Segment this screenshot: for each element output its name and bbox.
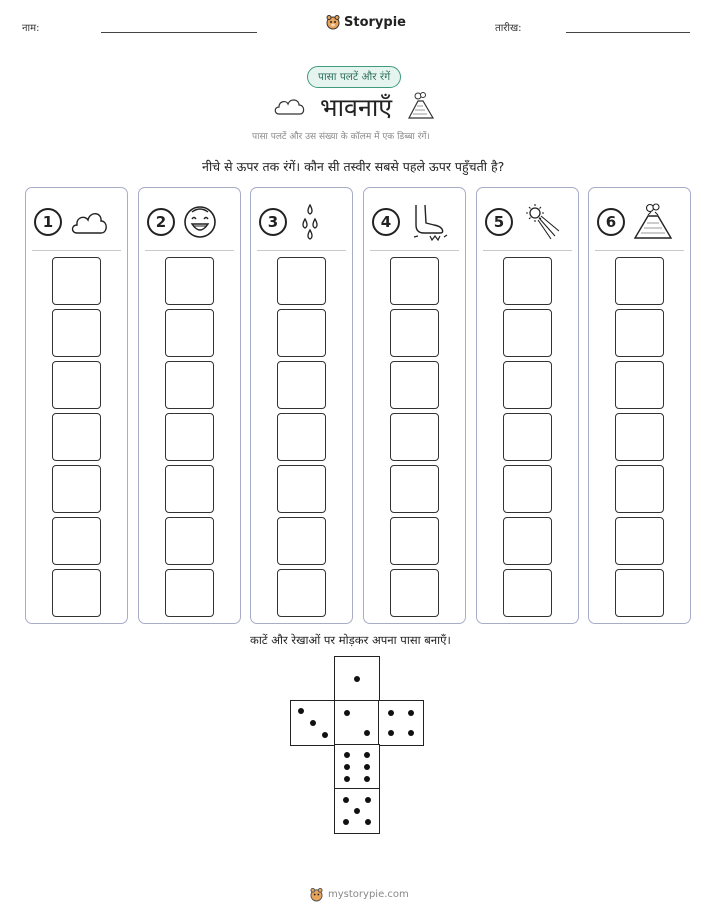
pip bbox=[408, 730, 414, 736]
color-box[interactable] bbox=[615, 517, 664, 565]
color-box[interactable] bbox=[277, 569, 326, 617]
pip bbox=[322, 732, 328, 738]
color-box[interactable] bbox=[615, 413, 664, 461]
die-face-3 bbox=[290, 700, 336, 746]
color-box[interactable] bbox=[503, 257, 552, 305]
cloud-icon bbox=[70, 207, 110, 237]
brand-name: Storypie bbox=[344, 14, 406, 30]
page-title: भावनाएँ bbox=[320, 93, 393, 122]
color-box[interactable] bbox=[52, 413, 101, 461]
color-box[interactable] bbox=[52, 569, 101, 617]
column-number: 6 bbox=[597, 208, 625, 236]
color-box[interactable] bbox=[390, 309, 439, 357]
storypie-mascot-icon bbox=[310, 887, 323, 902]
color-box[interactable] bbox=[165, 257, 214, 305]
die-face-6 bbox=[334, 744, 380, 790]
column-divider bbox=[483, 250, 572, 251]
color-box[interactable] bbox=[52, 309, 101, 357]
color-box[interactable] bbox=[615, 257, 664, 305]
pip bbox=[310, 720, 316, 726]
pip bbox=[344, 776, 350, 782]
color-box[interactable] bbox=[52, 257, 101, 305]
color-box[interactable] bbox=[165, 361, 214, 409]
color-box[interactable] bbox=[165, 309, 214, 357]
color-box[interactable] bbox=[52, 361, 101, 409]
color-box[interactable] bbox=[277, 361, 326, 409]
pip bbox=[364, 776, 370, 782]
sun-rays-icon bbox=[521, 203, 561, 241]
column-divider bbox=[370, 250, 459, 251]
color-box[interactable] bbox=[390, 257, 439, 305]
color-box[interactable] bbox=[277, 257, 326, 305]
color-box[interactable] bbox=[503, 309, 552, 357]
color-box[interactable] bbox=[165, 569, 214, 617]
die-face-2 bbox=[334, 700, 380, 746]
pip bbox=[344, 752, 350, 758]
volcano-icon bbox=[633, 203, 673, 241]
instruction-text: नीचे से ऊपर तक रंगें। कौन सी तस्वीर सबसे पहले ऊपर पहुँचती है? bbox=[202, 159, 505, 174]
activity-tag: पासा पलटें और रंगें bbox=[307, 66, 401, 88]
dice-instruction: काटें और रेखाओं पर मोड़कर अपना पासा बनाएँ। bbox=[250, 633, 451, 647]
pip bbox=[365, 797, 371, 803]
storypie-logo bbox=[326, 14, 406, 30]
laughing-face-icon bbox=[183, 205, 217, 239]
column-number: 1 bbox=[34, 208, 62, 236]
column-1 bbox=[25, 187, 128, 624]
pip bbox=[364, 730, 370, 736]
date-label: तारीख: bbox=[495, 23, 522, 34]
color-box[interactable] bbox=[615, 569, 664, 617]
color-box[interactable] bbox=[390, 413, 439, 461]
pip bbox=[365, 819, 371, 825]
color-box[interactable] bbox=[165, 465, 214, 513]
pip bbox=[344, 764, 350, 770]
storypie-mascot-icon bbox=[326, 14, 340, 30]
color-box[interactable] bbox=[615, 465, 664, 513]
footer-site: mystorypie.com bbox=[328, 889, 409, 900]
color-box[interactable] bbox=[52, 517, 101, 565]
name-label: नाम: bbox=[22, 23, 40, 34]
color-box[interactable] bbox=[390, 465, 439, 513]
color-box[interactable] bbox=[277, 413, 326, 461]
pip bbox=[344, 710, 350, 716]
pip bbox=[354, 808, 360, 814]
column-number: 4 bbox=[372, 208, 400, 236]
color-box[interactable] bbox=[390, 517, 439, 565]
color-box[interactable] bbox=[503, 413, 552, 461]
color-box[interactable] bbox=[277, 465, 326, 513]
color-box[interactable] bbox=[615, 309, 664, 357]
color-box[interactable] bbox=[390, 569, 439, 617]
color-box[interactable] bbox=[390, 361, 439, 409]
die-face-1 bbox=[334, 656, 380, 702]
column-5 bbox=[476, 187, 579, 624]
color-box[interactable] bbox=[503, 361, 552, 409]
pip bbox=[388, 710, 394, 716]
column-number: 5 bbox=[485, 208, 513, 236]
column-divider bbox=[145, 250, 234, 251]
die-face-5 bbox=[334, 788, 380, 834]
column-6 bbox=[588, 187, 691, 624]
page-subtitle: पासा पलटें और उस संख्या के कॉलम में एक डिब्बा रंगें। bbox=[252, 132, 430, 142]
date-field[interactable] bbox=[566, 32, 690, 33]
color-box[interactable] bbox=[503, 517, 552, 565]
pip bbox=[298, 708, 304, 714]
column-divider bbox=[32, 250, 121, 251]
color-box[interactable] bbox=[165, 517, 214, 565]
column-3 bbox=[250, 187, 353, 624]
color-box[interactable] bbox=[503, 569, 552, 617]
raindrops-icon bbox=[295, 203, 325, 241]
column-2 bbox=[138, 187, 241, 624]
color-box[interactable] bbox=[503, 465, 552, 513]
pip bbox=[364, 752, 370, 758]
column-number: 3 bbox=[259, 208, 287, 236]
footer bbox=[310, 887, 409, 902]
pip bbox=[388, 730, 394, 736]
column-number: 2 bbox=[147, 208, 175, 236]
color-box[interactable] bbox=[277, 517, 326, 565]
pip bbox=[343, 797, 349, 803]
volcano-icon bbox=[407, 92, 435, 120]
pip bbox=[354, 676, 360, 682]
die-face-4 bbox=[378, 700, 424, 746]
stomping-foot-icon bbox=[408, 203, 448, 241]
pip bbox=[343, 819, 349, 825]
cloud-icon bbox=[273, 95, 307, 117]
color-box[interactable] bbox=[277, 309, 326, 357]
pip bbox=[408, 710, 414, 716]
color-box[interactable] bbox=[52, 465, 101, 513]
color-box[interactable] bbox=[165, 413, 214, 461]
name-field[interactable] bbox=[101, 32, 257, 33]
pip bbox=[364, 764, 370, 770]
color-box[interactable] bbox=[615, 361, 664, 409]
column-divider bbox=[257, 250, 346, 251]
column-divider bbox=[595, 250, 684, 251]
column-4 bbox=[363, 187, 466, 624]
